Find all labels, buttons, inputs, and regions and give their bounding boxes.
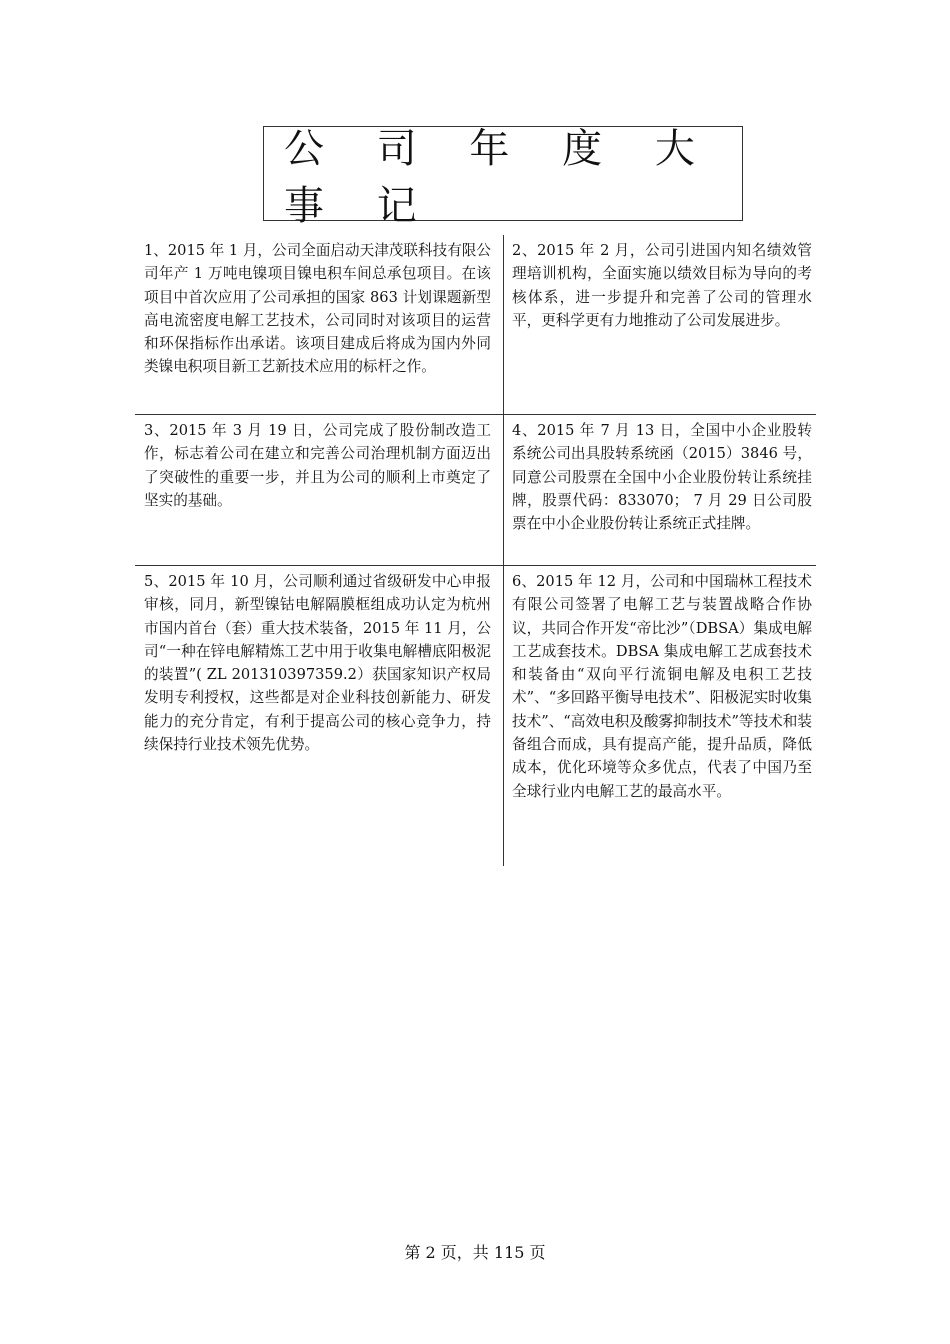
event-cell-3: 3、2015 年 3 月 19 日，公司完成了股份制改造工作，标志着公司在建立和完善公司治理机制方面迈出了突破性的重要一步，并且为公司的顺利上市奠定了坚实的基础。 bbox=[144, 422, 491, 509]
table-row bbox=[135, 235, 816, 414]
event-cell-1: 1、2015 年 1 月，公司全面启动天津茂联科技有限公司年产 1 万吨电镍项目镍电积车间总承包项目。在该项目中首次应用了公司承担的国家 863 计划课题新型高电流密度电解工艺技术，公司同时对该项目的运营和环保指标作出承诺。该项目建成后将成为国内外同类镍电积项目新工艺新技术应用的标杆之作。 bbox=[144, 242, 491, 376]
table-row bbox=[135, 565, 816, 866]
table-row bbox=[135, 414, 816, 565]
event-cell-2: 2、2015 年 2 月，公司引进国内知名绩效管理培训机构，全面实施以绩效目标为导向的考核体系，进一步提升和完善了公司的管理水平，更科学更有力地推动了公司发展进步。 bbox=[503, 235, 816, 414]
event-cell-5: 5、2015 年 10 月，公司顺利通过省级研发中心申报审核，同月，新型镍钴电解隔膜框组成功认定为杭州市国内首台（套）重大技术装备，2015 年 11 月，公司“一种在锌电解精炼工艺中用于收集电解槽底阳极泥的装置”( ZL 201310397359.2）获国家知识产权局发明专利授权，这些都是对企业科技创新能力、研发能力的充分肯定，有利于提高公司的核心竞争力，持续保持行业技术领先优势。 bbox=[144, 573, 491, 754]
event-cell-4: 4、2015 年 7 月 13 日，全国中小企业股转系统公司出具股转系统函（2015）3846 号，同意公司股票在全国中小企业股份转让系统挂牌，股票代码：833070； 7 月 29 日公司股票在中小企业股份转让系统正式挂牌。 bbox=[503, 415, 816, 565]
title-box bbox=[263, 125, 743, 229]
event-cell-6: 6、2015 年 12 月，公司和中国瑞林工程技术有限公司签署了电解工艺与装置战略合作协议，共同合作开发“帝比沙”（DBSA）集成电解工艺成套技术。DBSA 集成电解工艺成套技术和装备由“双向平行流铜电解及电积工艺技术”、“多回路平衡导电技术”、阳极泥实时收集技术”、“高效电积及酸雾抑制技术”等技术和装备组合而成，具有提高产能，提升品质，降低成本，优化环境等众多优点，代表了中国乃至全球行业内电解工艺的最高水平。 bbox=[503, 566, 816, 866]
events-table bbox=[135, 235, 816, 866]
page-footer: 第 2 页，共 115 页 bbox=[404, 1243, 546, 1262]
page-title: 公 司 年 度 大 事 记 bbox=[284, 125, 715, 229]
